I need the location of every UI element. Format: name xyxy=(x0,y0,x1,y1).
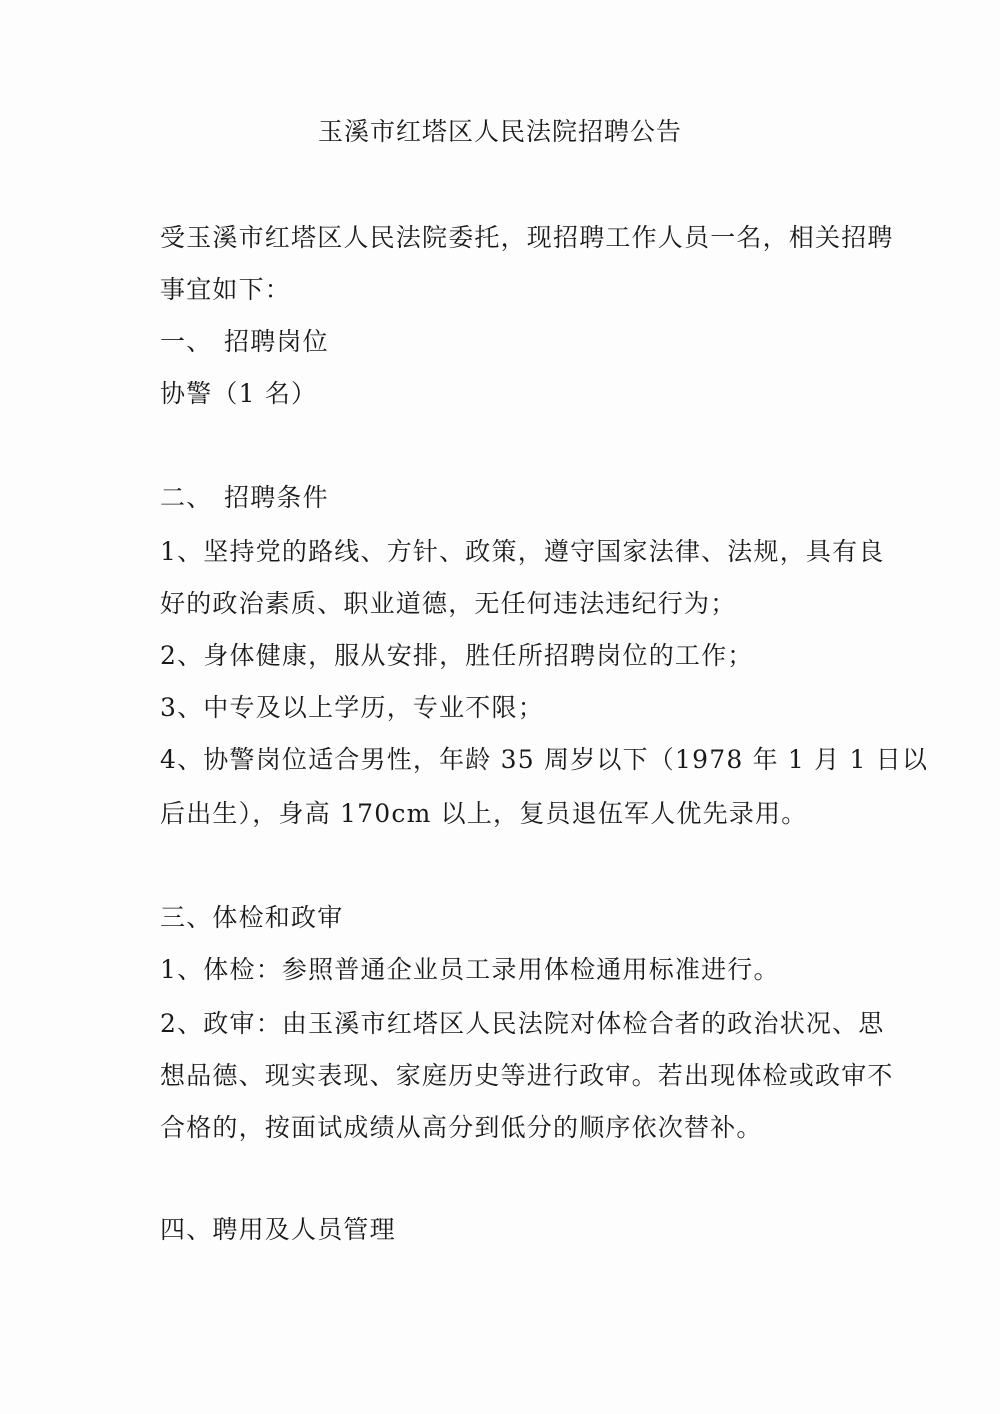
section-2-line-3: 2、身体健康，服从安排，胜任所招聘岗位的工作； xyxy=(160,641,754,670)
intro-line-2: 事宜如下： xyxy=(160,275,292,304)
intro-line-1: 受玉溪市红塔区人民法院委托，现招聘工作人员一名，相关招聘 xyxy=(160,223,894,252)
section-3-line-3: 想品德、现实表现、家庭历史等进行政审。若出现体检或政审不 xyxy=(160,1061,894,1090)
section-4-heading: 四、聘用及人员管理 xyxy=(160,1215,396,1244)
section-2-line-5: 4、协警岗位适合男性，年龄 35 周岁以下（1978 年 1 月 1 日以 xyxy=(160,745,929,774)
section-2-line-2: 好的政治素质、职业道德，无任何违法违纪行为； xyxy=(160,589,737,618)
section-2-line-1: 1、坚持党的路线、方针、政策，遵守国家法律、法规，具有良 xyxy=(160,537,885,566)
section-3-line-4: 合格的，按面试成绩从高分到低分的顺序依次替补。 xyxy=(160,1113,763,1142)
section-2-heading xyxy=(160,478,329,518)
section-2-number: 二、 xyxy=(160,483,213,512)
section-1-heading xyxy=(160,322,329,362)
section-3-line-1: 1、体检：参照普通企业员工录用体检通用标准进行。 xyxy=(160,955,780,984)
section-1-number: 一、 xyxy=(160,327,213,356)
document-title: 玉溪市红塔区人民法院招聘公告 xyxy=(317,117,682,146)
section-1-line-1: 协警（1 名） xyxy=(160,379,318,408)
section-3-line-2: 2、政审：由玉溪市红塔区人民法院对体检合者的政治状况、思 xyxy=(160,1009,885,1038)
section-2-line-6: 后出生），身高 170cm 以上，复员退伍军人优先录用。 xyxy=(160,799,808,828)
section-2-line-4: 3、中专及以上学历，专业不限； xyxy=(160,693,544,722)
section-1-title: 招聘岗位 xyxy=(224,327,329,356)
section-3-heading: 三、体检和政审 xyxy=(160,903,344,932)
section-2-title: 招聘条件 xyxy=(224,483,329,512)
